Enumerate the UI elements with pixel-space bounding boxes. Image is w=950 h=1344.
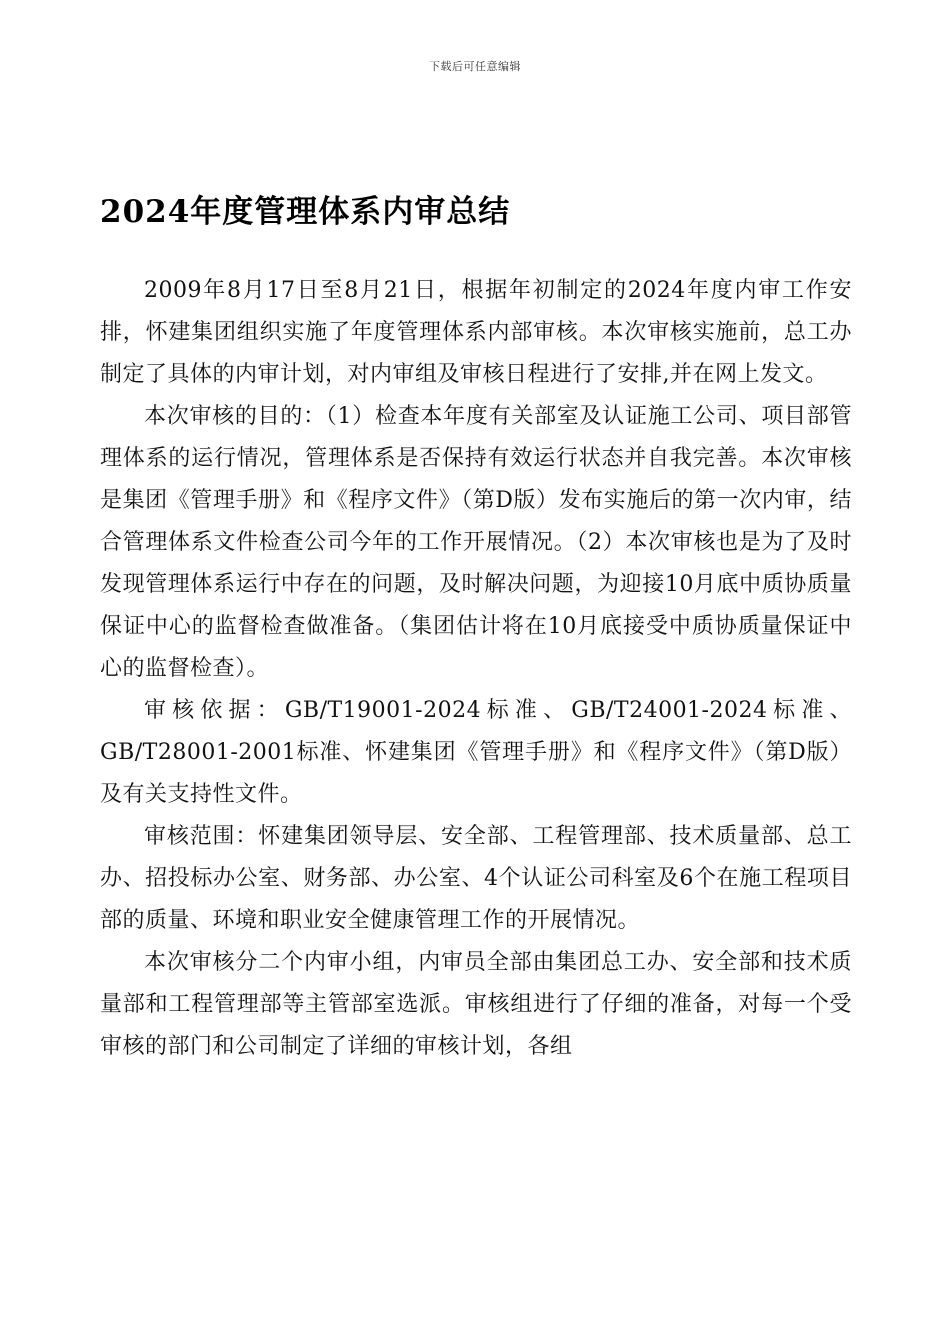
document-title: 2024年度管理体系内审总结 — [100, 194, 511, 230]
paragraph-audit-groups: 本次审核分二个内审小组，内审员全部由集团总工办、安全部和技术质量部和工程管理部等主管部室选派。审核组进行了仔细的准备，对每一个受审核的部门和公司制定了详细的审核计划，各组 — [100, 950, 852, 1059]
document-body — [100, 270, 852, 1068]
paragraph-basis: 审核依据：GB/T19001-2024标准、GB/T24001-2024标准、GB/T28001-2001标准、怀建集团《管理手册》和《程序文件》（第D版）及有关支持性文件。 — [100, 698, 852, 807]
header-note: 下载后可任意编辑 — [429, 60, 521, 73]
paragraph-overview: 2009年8月17日至8月21日，根据年初制定的2024年度内审工作安排，怀建集团组织实施了年度管理体系内部审核。本次审核实施前，总工办制定了具体的内审计划，对内审组及审核日程进行了安排,并在网上发文。 — [100, 278, 852, 387]
paragraph-purpose: 本次审核的目的：（1）检查本年度有关部室及认证施工公司、项目部管理体系的运行情况，管理体系是否保持有效运行状态并自我完善。本次审核是集团《管理手册》和《程序文件》（第D版）发布实施后的第一次内审，结合管理体系文件检查公司今年的工作开展情况。（2）本次审核也是为了及时发现管理体系运行中存在的问题，及时解决问题，为迎接10月底中质协质量保证中心的监督检查做准备。（集团估计将在10月底接受中质协质量保证中心的监督检查）。 — [100, 404, 852, 681]
paragraph-scope: 审核范围：怀建集团领导层、安全部、工程管理部、技术质量部、总工办、招投标办公室、财务部、办公室、4个认证公司科室及6个在施工程项目部的质量、环境和职业安全健康管理工作的开展情况。 — [100, 824, 852, 933]
